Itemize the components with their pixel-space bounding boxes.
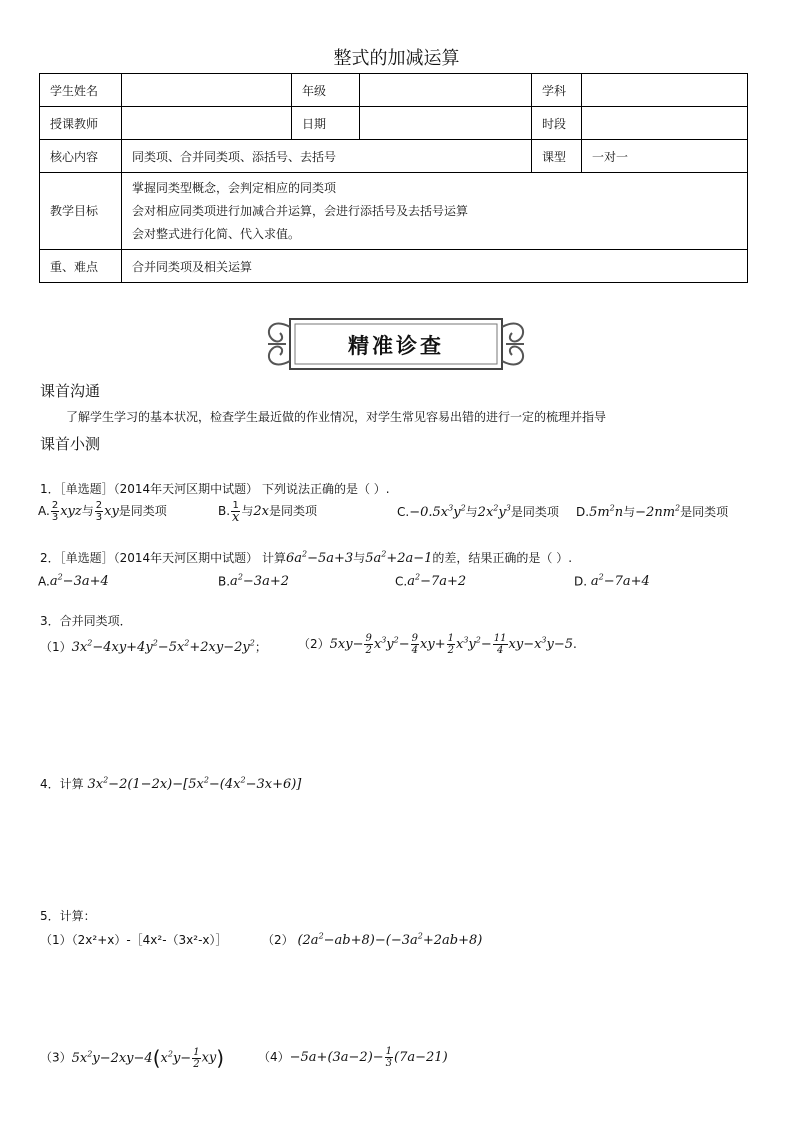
option-c: $C.a^2-7a+2$ xyxy=(395,573,467,590)
option-label: A. xyxy=(38,574,50,589)
conjunction: 与 xyxy=(353,551,366,565)
option-label: D. xyxy=(574,574,588,589)
conjunction: 与 xyxy=(465,505,478,519)
sub-question-1 xyxy=(40,931,228,948)
sub-label: （4） xyxy=(258,1050,290,1064)
cell-student-name-label: 学生姓名 xyxy=(40,74,122,107)
cell-grade xyxy=(360,74,532,107)
option-d: D. $a^2-7a+4$ xyxy=(574,573,650,590)
option-c: $C.-0.5x^3y^2$与$2x^2y^3$是同类项 xyxy=(397,503,559,520)
option-text: 是同类项 xyxy=(118,504,167,518)
numerator: 2 xyxy=(51,500,59,511)
numerator: 1 xyxy=(232,500,239,511)
option-label: C. xyxy=(395,574,408,589)
sub-question-2: （2）5xy− $\frac{9}{2}$ $x^3y^2-$ $\frac{9}{4}$ xy+ $\frac{1}{2}$ $x^3y^2-$ $\frac{11}{4}$ $xy-x^3y-5$. xyxy=(298,633,577,656)
cell-period-label: 时段 xyxy=(532,107,582,140)
cell-teacher xyxy=(122,107,292,140)
sub-label: （1） xyxy=(40,640,72,654)
option-a: $A.a^2-3a+4$ xyxy=(38,573,109,590)
section-heading: 课首小测 xyxy=(40,435,101,453)
cell-grade-label: 年级 xyxy=(292,74,360,107)
stem-text: 2．［单选题］（2014年天河区期中试题） 计算 xyxy=(40,551,286,565)
conjunction: 与 xyxy=(81,504,94,518)
question-stem: 3．合并同类项． xyxy=(40,614,132,628)
conjunction: 与 xyxy=(623,505,636,519)
goal-line: 掌握同类型概念，会判定相应的同类项 xyxy=(132,180,337,195)
option-label: B. xyxy=(218,574,231,589)
cell-period xyxy=(582,107,748,140)
denominator: 3 xyxy=(95,512,103,523)
table-row xyxy=(40,140,748,173)
option-text: 是同类项 xyxy=(269,504,318,518)
question-stem: 5．计算： xyxy=(40,909,96,923)
cell-goal-label: 教学目标 xyxy=(40,173,122,250)
cell-lesson-type-label: 课型 xyxy=(532,140,582,173)
question-stem: 1．［单选题］（2014年天河区期中试题） 下列说法正确的是（ ）. xyxy=(40,482,390,496)
option-d: $D.5m^2n$与$-2nm^2$是同类项 xyxy=(576,503,729,520)
cell-core-label: 核心内容 xyxy=(40,140,122,173)
cell-core-content: 同类项、合并同类项、添括号、去括号 xyxy=(122,140,532,173)
option-label: A. xyxy=(38,504,50,518)
sub-label: （2） xyxy=(298,637,330,651)
table-row xyxy=(40,173,748,250)
option-text: 是同类项 xyxy=(510,505,559,519)
expression: （2x²+x）-［4x²-（3x²-x）］ xyxy=(71,933,228,947)
sub-label: （2） xyxy=(262,933,294,947)
sub-label: （1） xyxy=(40,933,72,947)
fraction xyxy=(51,500,59,523)
stem-text: 4．计算 xyxy=(40,777,84,791)
banner-text: 精准诊查 xyxy=(348,333,444,358)
denominator: 3 xyxy=(51,512,59,523)
cell-date xyxy=(360,107,532,140)
fraction xyxy=(231,500,240,523)
fraction xyxy=(95,500,103,523)
sub-question-3: $(3)5x^2y-2xy-4(x^2y-$ $\frac{1}{2}$ xy) xyxy=(40,1046,225,1070)
cell-goal-content xyxy=(122,173,748,250)
section-body: 了解学生学习的基本状况，检查学生最近做的作业情况，对学生常见容易出错的进行一定的梳理并指导 xyxy=(66,410,607,424)
cell-subject xyxy=(582,74,748,107)
lesson-info-table xyxy=(39,73,748,283)
page-title: 整式的加减运算 xyxy=(333,48,460,69)
option-label: B. xyxy=(218,504,231,518)
sub-question-1: $(1)3x^2-4xy+4y^2-5x^2+2xy-2y^2$； xyxy=(40,638,267,655)
conjunction: 与 xyxy=(241,504,254,518)
option-b: B. $\frac{1}{x}$ 与2x是同类项 xyxy=(218,500,318,525)
option-label: C. xyxy=(397,505,410,519)
option-b: $B.a^2-3a+2$ xyxy=(218,573,289,590)
sub-question-2: （2） $(2a^2-ab+8)-(-3a^2+2ab+8)$ xyxy=(262,931,483,948)
cell-lesson-type: 一对一 xyxy=(582,140,748,173)
sub-question-4: （4）−5a+(3a−2)− $\frac{1}{3}$ (7a−21) xyxy=(258,1046,448,1069)
option-text: 是同类项 xyxy=(680,505,729,519)
cell-subject-label: 学科 xyxy=(532,74,582,107)
table-row xyxy=(40,74,748,107)
cell-key-label: 重、难点 xyxy=(40,250,122,283)
cell-teacher-label: 授课教师 xyxy=(40,107,122,140)
goal-line: 会对相应同类项进行加减合并运算，会进行添括号及去括号运算 xyxy=(132,203,469,218)
cell-student-name xyxy=(122,74,292,107)
section-heading: 课首沟通 xyxy=(40,382,101,400)
table-row xyxy=(40,250,748,283)
option-a: A. $\frac{2}{3}$ xyz与 $\frac{2}{3}$ xy是同类项 xyxy=(38,500,167,523)
table-row xyxy=(40,107,748,140)
section-banner xyxy=(262,313,530,375)
option-label: D. xyxy=(576,505,590,519)
numerator: 2 xyxy=(95,500,103,511)
sub-label: （3） xyxy=(40,1050,72,1065)
denominator: x xyxy=(232,510,240,525)
goal-line: 会对整式进行化简、代入求值。 xyxy=(132,226,301,241)
cell-date-label: 日期 xyxy=(292,107,360,140)
question-stem: 2．［单选题］（2014年天河区期中试题） 计算$6a^2-5a+3$与$5a^2+2a-1$的差，结果正确的是（ ）. xyxy=(40,549,573,566)
cell-key-content: 合并同类项及相关运算 xyxy=(122,250,748,283)
question-stem: 4．计算 $3x^2-2(1-2x)-[5x^2-(4x^2-3x+6)]$ xyxy=(40,775,302,792)
stem-text: 的差，结果正确的是（ ）. xyxy=(432,551,573,565)
